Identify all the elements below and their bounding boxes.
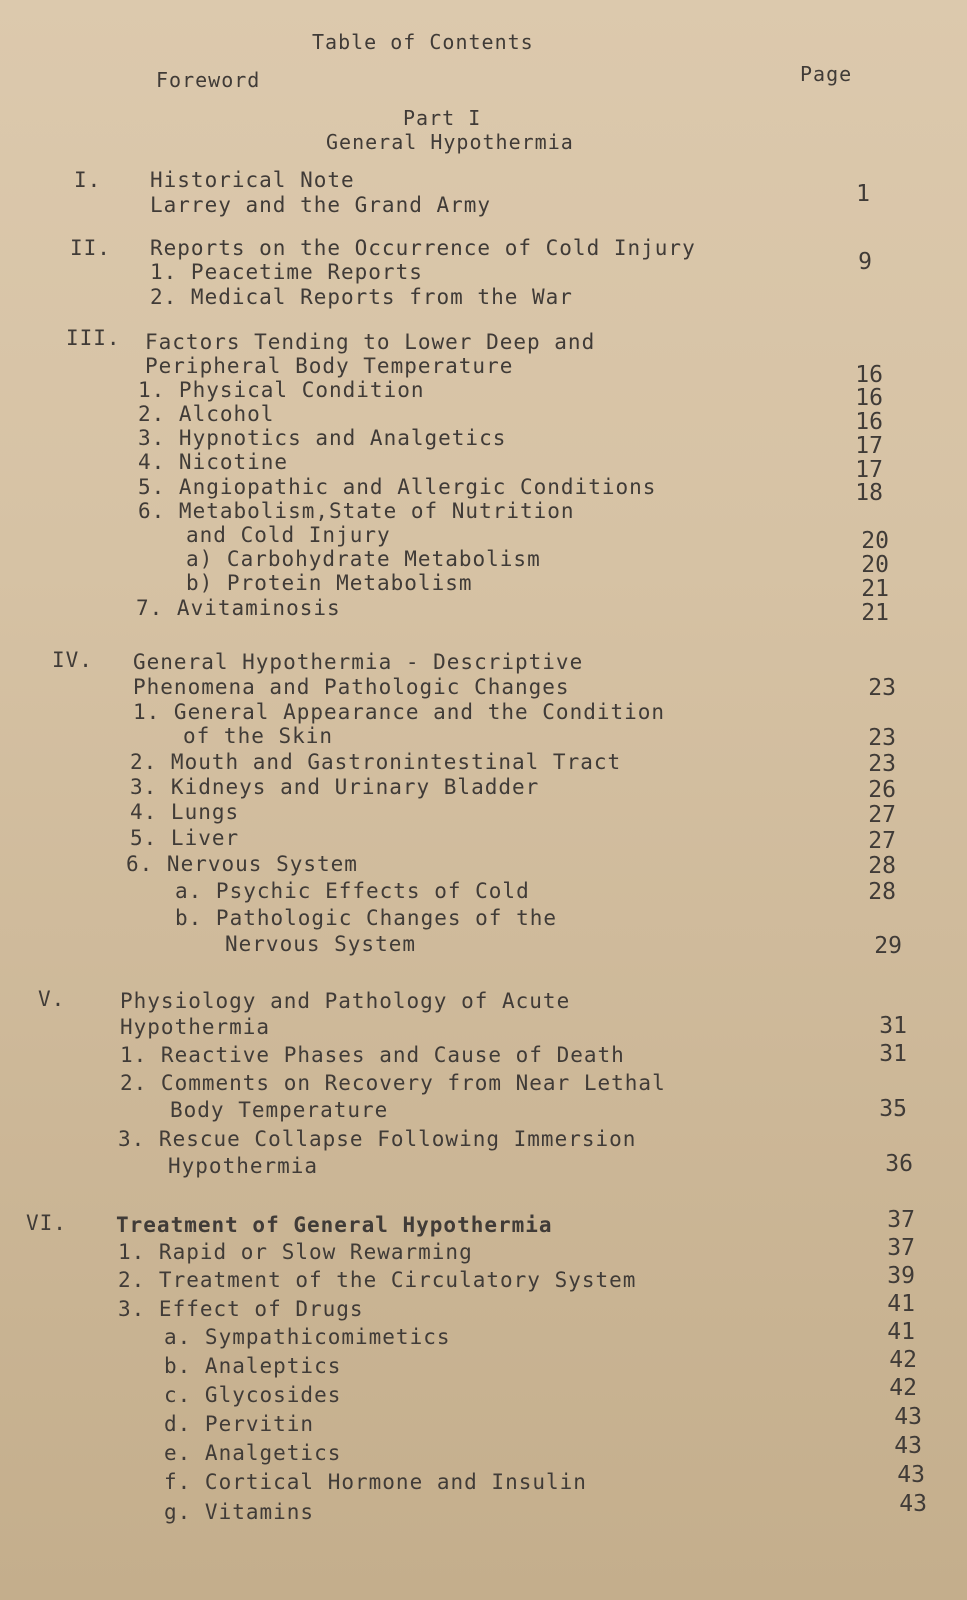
toc-entry: b. Analeptics bbox=[164, 1354, 342, 1378]
toc-entry: 7. Avitaminosis bbox=[136, 596, 341, 620]
toc-entry: Physiology and Pathology of Acute bbox=[120, 989, 571, 1013]
toc-entry: 3. Rescue Collapse Following Immersion bbox=[118, 1127, 637, 1151]
page-number: 27 bbox=[868, 802, 896, 828]
page-number: 36 bbox=[885, 1151, 913, 1177]
page-number: 41 bbox=[887, 1319, 915, 1345]
section-number: III. bbox=[66, 326, 121, 350]
toc-entry: 5. Liver bbox=[130, 826, 240, 850]
page-number: 20 bbox=[861, 528, 889, 554]
toc-entry: 2. Alcohol bbox=[138, 402, 275, 426]
page-number: 21 bbox=[861, 576, 889, 602]
toc-entry: 2. Mouth and Gastronintestinal Tract bbox=[130, 750, 622, 774]
page-number: 26 bbox=[868, 777, 896, 803]
toc-entry: 1. General Appearance and the Condition bbox=[133, 700, 666, 724]
page-number: 43 bbox=[899, 1491, 927, 1517]
toc-entry: General Hypothermia - Descriptive bbox=[133, 650, 584, 674]
page-number: 31 bbox=[879, 1041, 907, 1067]
toc-entry: 1. Physical Condition bbox=[138, 378, 425, 402]
page-number: 29 bbox=[874, 933, 902, 959]
toc-entry: 4. Nicotine bbox=[138, 450, 289, 474]
toc-entry: Peripheral Body Temperature bbox=[145, 354, 514, 378]
page-number: 23 bbox=[868, 751, 896, 777]
toc-entry: Body Temperature bbox=[170, 1098, 389, 1122]
toc-entry: 2. Medical Reports from the War bbox=[150, 285, 573, 309]
toc-entry: Reports on the Occurrence of Cold Injury bbox=[150, 236, 696, 260]
page-number: 23 bbox=[868, 675, 896, 701]
toc-entry: 3. Kidneys and Urinary Bladder bbox=[130, 775, 540, 799]
toc-entry: Hypothermia bbox=[168, 1154, 319, 1178]
toc-entry: 3. Hypnotics and Analgetics bbox=[138, 426, 507, 450]
page-number: 43 bbox=[894, 1404, 922, 1430]
page-number: 37 bbox=[887, 1235, 915, 1261]
section-number: I. bbox=[74, 168, 102, 192]
toc-entry: e. Analgetics bbox=[164, 1441, 342, 1465]
page-number: 1 bbox=[856, 181, 870, 207]
page-number: 43 bbox=[897, 1462, 925, 1488]
section-number: V. bbox=[38, 987, 66, 1011]
toc-entry: 3. Effect of Drugs bbox=[118, 1297, 364, 1321]
page-number: 41 bbox=[887, 1291, 915, 1317]
part-heading: Part I bbox=[403, 106, 482, 130]
toc-entry: Larrey and the Grand Army bbox=[150, 193, 492, 217]
toc-entry: 1. Reactive Phases and Cause of Death bbox=[120, 1043, 625, 1067]
part-title: General Hypothermia bbox=[326, 130, 574, 154]
toc-entry: Factors Tending to Lower Deep and bbox=[145, 330, 596, 354]
toc-entry: 5. Angiopathic and Allergic Conditions bbox=[138, 475, 657, 499]
toc-title: Table of Contents bbox=[312, 30, 534, 54]
toc-entry: b) Protein Metabolism bbox=[186, 571, 473, 595]
toc-entry: 6. Metabolism,State of Nutrition bbox=[138, 499, 575, 523]
section-number: IV. bbox=[52, 648, 93, 672]
page-number: 28 bbox=[868, 853, 896, 879]
toc-entry: b. Pathologic Changes of the bbox=[175, 906, 558, 930]
toc-entry: a) Carbohydrate Metabolism bbox=[186, 547, 541, 571]
page-number: 16 bbox=[855, 385, 883, 411]
toc-entry: c. Glycosides bbox=[164, 1383, 342, 1407]
page-number: 16 bbox=[855, 362, 883, 388]
toc-entry: g. Vitamins bbox=[164, 1500, 315, 1524]
toc-entry: 6. Nervous System bbox=[126, 852, 358, 876]
page-number: 31 bbox=[879, 1013, 907, 1039]
section-number: II. bbox=[70, 236, 111, 260]
toc-entry: Hypothermia bbox=[120, 1015, 271, 1039]
page-number: 35 bbox=[879, 1096, 907, 1122]
toc-entry: a. Psychic Effects of Cold bbox=[175, 879, 530, 903]
page-number: 43 bbox=[894, 1433, 922, 1459]
page-number: 18 bbox=[855, 480, 883, 506]
page-number: 28 bbox=[868, 879, 896, 905]
toc-entry: f. Cortical Hormone and Insulin bbox=[164, 1470, 587, 1494]
page-number: 20 bbox=[861, 552, 889, 578]
toc-entry: Phenomena and Pathologic Changes bbox=[133, 675, 570, 699]
toc-entry: Treatment of General Hypothermia bbox=[116, 1213, 553, 1237]
toc-entry: 1. Peacetime Reports bbox=[150, 260, 423, 284]
foreword-entry: Foreword bbox=[156, 68, 261, 92]
toc-entry: a. Sympathicomimetics bbox=[164, 1325, 451, 1349]
toc-entry: Historical Note bbox=[150, 168, 355, 192]
page-number: 21 bbox=[861, 600, 889, 626]
section-number: VI. bbox=[26, 1211, 67, 1235]
page-column-label: Page bbox=[800, 62, 853, 86]
toc-entry: and Cold Injury bbox=[186, 523, 391, 547]
toc-entry: 4. Lungs bbox=[130, 800, 240, 824]
page-number: 9 bbox=[858, 249, 872, 275]
page-number: 17 bbox=[855, 457, 883, 483]
toc-entry: Nervous System bbox=[225, 932, 417, 956]
page-number: 42 bbox=[889, 1375, 917, 1401]
page-number: 17 bbox=[855, 433, 883, 459]
toc-entry: d. Pervitin bbox=[164, 1412, 315, 1436]
page-number: 37 bbox=[887, 1207, 915, 1233]
toc-entry: 2. Comments on Recovery from Near Lethal bbox=[120, 1071, 666, 1095]
toc-entry: 2. Treatment of the Circulatory System bbox=[118, 1268, 637, 1292]
toc-entry: 1. Rapid or Slow Rewarming bbox=[118, 1240, 473, 1264]
page-number: 27 bbox=[868, 828, 896, 854]
page-number: 16 bbox=[855, 409, 883, 435]
page-number: 42 bbox=[889, 1347, 917, 1373]
page-number: 23 bbox=[868, 725, 896, 751]
toc-entry: of the Skin bbox=[183, 724, 334, 748]
page-number: 39 bbox=[887, 1263, 915, 1289]
